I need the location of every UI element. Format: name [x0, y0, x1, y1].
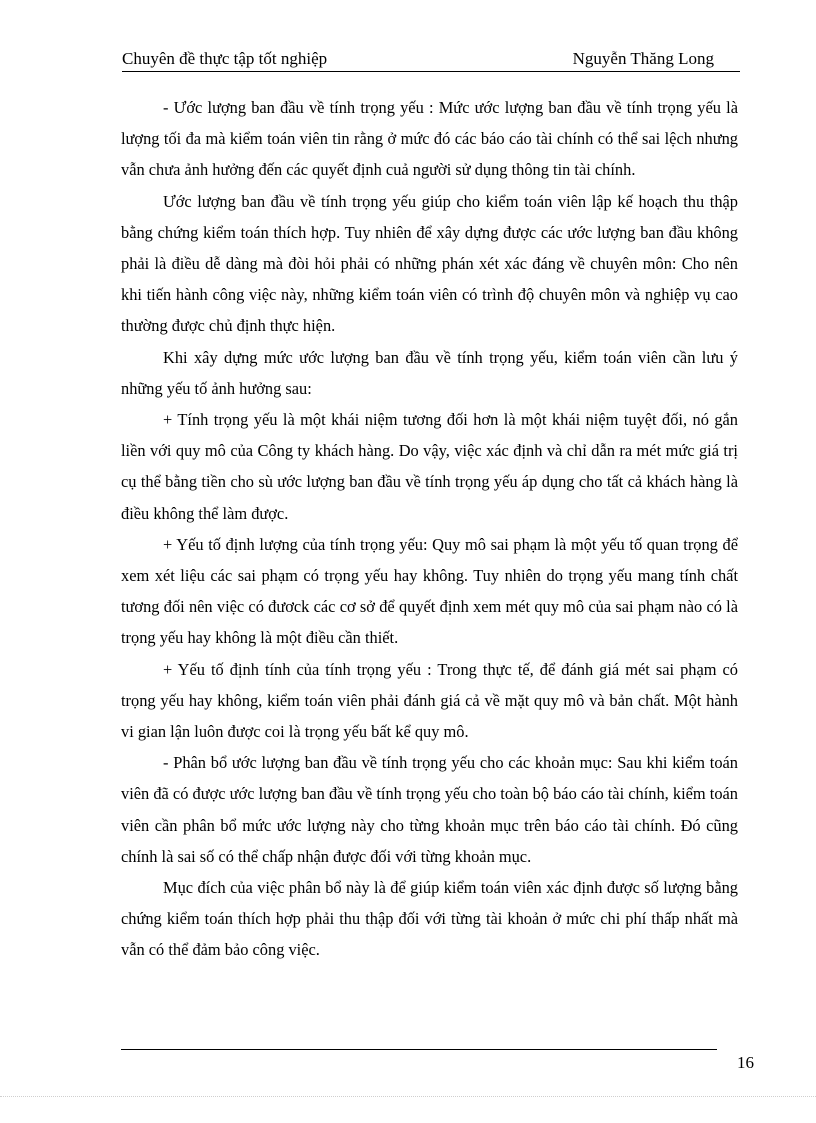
paragraph: + Yếu tố định lượng của tính trọng yếu: Quy mô sai phạm là một yếu tố quan trọng để xem xét liệu các sai phạm có trọng yếu hay không. Tuy nhiên do trọng yếu mang tính chất tương đối nên việc có đươck các cơ sở để quyết định xem mét quy mô của sai phạm nào có là trọng yếu hay không là một điều cần thiết.: [121, 534, 738, 648]
page-edge-divider: [0, 1096, 816, 1097]
header-document-title: Chuyên đề thực tập tốt nghiệp: [122, 49, 328, 68]
page-header: [122, 47, 740, 72]
footer-divider: [121, 1049, 717, 1050]
paragraph: + Tính trọng yếu là một khái niệm tương đối hơn là một khái niệm tuyệt đối, nó gắn liền với quy mô của Công ty khách hàng. Do vậy, việc xác định và chỉ dẫn ra mét mức giá trị cụ thể bằng tiền cho sù ước lượng ban đầu về tính trọng yếu áp dụng cho tất cả khách hàng là điều không thể làm được.: [121, 410, 738, 523]
header-author-name: Nguyễn Thăng Long: [572, 49, 714, 68]
page-number: 16: [737, 1053, 754, 1072]
paragraph: Khi xây dựng mức ước lượng ban đầu về tính trọng yếu, kiểm toán viên cần lưu ý những yếu tố ảnh hưởng sau:: [121, 347, 738, 398]
body-text: [121, 92, 738, 966]
paragraph: - Phân bổ ước lượng ban đầu về tính trọng yếu cho các khoản mục: Sau khi kiểm toán viên đã có được ước lượng ban đầu về tính trọng yếu cho toàn bộ báo cáo tài chính, kiểm toán viên cần phân bổ mức ước lượng này cho từng khoản mục trên báo cáo tài chính. Đó cũng chính là sai số có thể chấp nhận được đối với từng khoản mục.: [121, 753, 738, 866]
paragraph: + Yếu tố định tính của tính trọng yếu : Trong thực tế, để đánh giá mét sai phạm có trọng yếu hay không, kiểm toán viên phải đánh giá cả về mặt quy mô và bản chất. Một hành vi gian lận luôn được coi là trọng yếu bất kể quy mô.: [121, 659, 738, 742]
paragraph: Ước lượng ban đầu về tính trọng yếu giúp cho kiểm toán viên lập kế hoạch thu thập bằng chứng kiểm toán thích hợp. Tuy nhiên để xây dựng được các ước lượng ban đầu không phải là điều dễ dàng mà đòi hỏi phải có những phán xét xác đáng về chuyên môn: Cho nên khi tiến hành công việc này, những kiểm toán viên có trình độ chuyên môn và nghiệp vụ cao thường được chủ định thực hiện.: [121, 191, 738, 336]
paragraph: - Ước lượng ban đầu về tính trọng yếu : Mức ước lượng ban đầu về tính trọng yếu là lượng tối đa mà kiểm toán viên tin rằng ở mức đó các báo cáo tài chính có thể sai lệch nhưng vẫn chưa ảnh hưởng đến các quyết định cuả người sử dụng thông tin tài chính.: [121, 98, 738, 180]
paragraph: Mục đích của việc phân bổ này là để giúp kiểm toán viên xác định được số lượng bằng chứng kiểm toán thích hợp phải thu thập đối với từng tài khoản ở mức chi phí thấp nhất mà vẫn có thể đảm bảo công việc.: [121, 878, 738, 960]
